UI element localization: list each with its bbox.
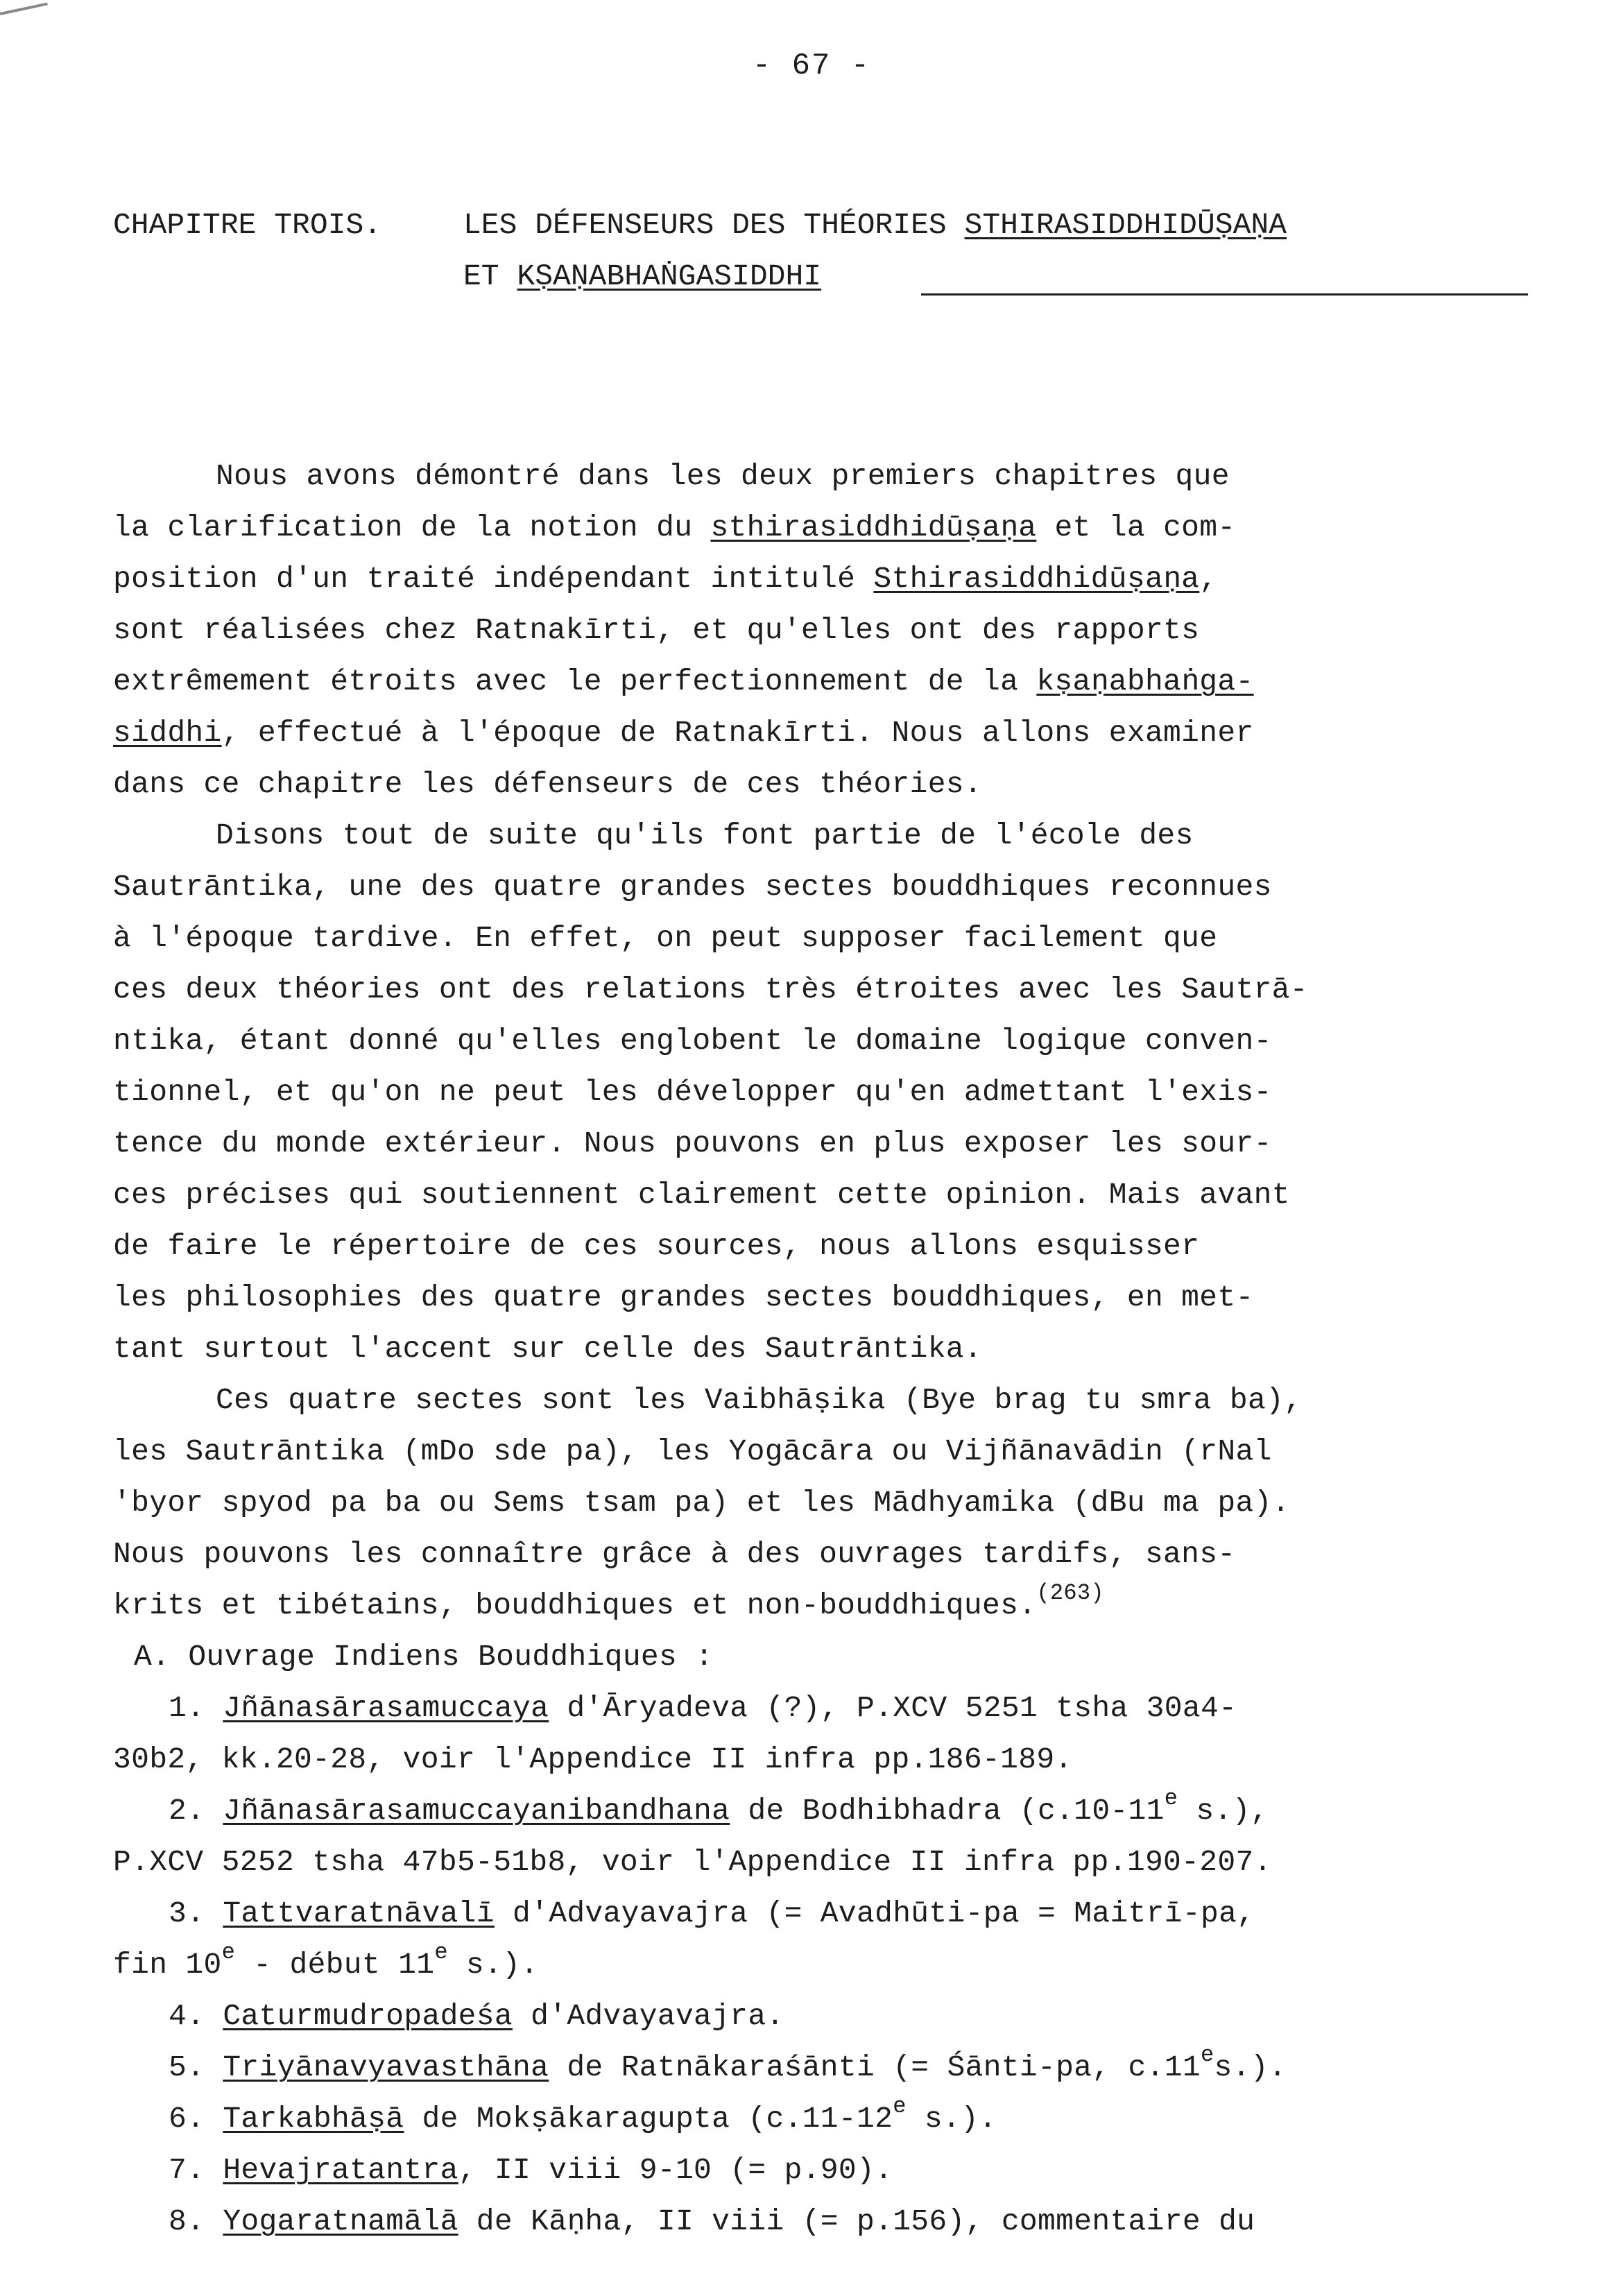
list-item — [113, 1785, 1466, 1837]
text-run: s.), — [1178, 1794, 1269, 1828]
text-run: position d'un traité indépendant intitulé — [113, 562, 874, 596]
text-run: de Bodhibhadra (c.10-11 — [730, 1794, 1165, 1828]
text-run: s.). — [447, 1948, 539, 1982]
item-title: Jñānasārasamuccayanibandhana — [223, 1794, 730, 1828]
item-title: Triyānavyavasthāna — [223, 2050, 549, 2084]
paragraph-line: de faire le répertoire de ces sources, nous allons esquisser — [113, 1229, 1200, 1263]
list-item-continuation — [113, 1939, 1466, 1991]
item-number: 8. — [169, 2204, 205, 2238]
list-item — [113, 2042, 1466, 2093]
item-title: Hevajratantra — [223, 2153, 458, 2187]
text-run: de Ratnākaraśānti (= Śānti-pa, c.11 — [549, 2050, 1201, 2084]
item-title: Jñānasārasamuccaya — [223, 1691, 549, 1725]
text-run: krits et tibétains, bouddhiques et non-bouddhiques. — [113, 1588, 1037, 1622]
paragraph-line: ntika, étant donné qu'elles englobent le domaine logique conven- — [113, 1024, 1272, 1058]
list-item — [113, 2145, 1466, 2196]
text-run: d'Āryadeva (?), P.XCV 5251 tsha 30a4- — [549, 1691, 1237, 1725]
item-number: 6. — [169, 2102, 205, 2136]
chapter-label: CHAPITRE TROIS. — [113, 208, 382, 242]
paragraph-line: dans ce chapitre les défenseurs de ces théories. — [113, 767, 983, 801]
item-title: Tarkabhāṣā — [223, 2102, 404, 2136]
superscript: e — [221, 1939, 236, 1965]
text-run: et la com- — [1036, 511, 1236, 545]
paragraph-line: les philosophies des quatre grandes sectes bouddhiques, en met- — [113, 1280, 1254, 1314]
list-item — [113, 2196, 1466, 2247]
text-run: s.). — [906, 2102, 997, 2136]
text-run: , — [1199, 562, 1218, 596]
list-item — [113, 1888, 1466, 1939]
item-number: 7. — [169, 2153, 205, 2187]
text-run: de Mokṣākaragupta (c.11-12 — [404, 2102, 893, 2136]
heading-rule — [921, 293, 1528, 295]
term: kṣaṇabhaṅga- — [1036, 665, 1254, 699]
paragraph-line — [113, 708, 1466, 759]
scan-mark — [0, 2, 48, 15]
list-item-continuation: 30b2, kk.20-28, voir l'Appendice II infra pp.186-189. — [113, 1742, 1073, 1776]
paragraph-line: tant surtout l'accent sur celle des Sautrāntika. — [113, 1332, 983, 1366]
item-title: Caturmudropadeśa — [223, 1999, 513, 2033]
paragraph-line — [113, 502, 1466, 554]
text-run: fin 10 — [113, 1948, 222, 1982]
text-run: , effectué à l'époque de Ratnakīrti. Nous allons examiner — [221, 716, 1254, 750]
page-number: - 67 - — [752, 49, 871, 83]
paragraph-line: Nous avons démontré dans les deux premiers chapitres que — [216, 459, 1230, 493]
item-number: 4. — [169, 1999, 205, 2033]
list-item — [113, 1683, 1466, 1734]
superscript: e — [434, 1939, 448, 1965]
paragraph-line — [113, 1580, 1466, 1631]
paragraph-line: Nous pouvons les connaître grâce à des ouvrages tardifs, sans- — [113, 1537, 1236, 1571]
text-run: , II viii 9-10 (= p.90). — [458, 2153, 893, 2187]
paragraph-line: ces précises qui soutiennent clairement cette opinion. Mais avant — [113, 1178, 1290, 1212]
text-run: s.). — [1214, 2050, 1287, 2084]
text-run: - début 11 — [235, 1948, 435, 1982]
paragraph-line: les Sautrāntika (mDo sde pa), les Yogācāra ou Vijñānavādin (rNal — [113, 1434, 1272, 1468]
paragraph-line: ces deux théories ont des relations très étroites avec les Sautrā- — [113, 973, 1308, 1006]
chapter-title-line-1 — [463, 200, 1287, 251]
list-item — [113, 2093, 1466, 2145]
text-run: extrêmement étroits avec le perfectionnement de la — [113, 665, 1037, 699]
item-number: 5. — [169, 2050, 205, 2084]
chapter-title-term-1: STHIRASIDDHIDŪṢAṆA — [964, 208, 1287, 242]
paragraph-line: 'byor spyod pa ba ou Sems tsam pa) et les Mādhyamika (dBu ma pa). — [113, 1486, 1290, 1520]
paragraph-line — [113, 554, 1466, 605]
term: Sthirasiddhidūṣaṇa — [873, 562, 1200, 596]
paragraph-line: Ces quatre sectes sont les Vaibhāṣika (Bye brag tu smra ba), — [216, 1383, 1303, 1417]
term: sthirasiddhidūṣaṇa — [710, 511, 1037, 545]
paragraph-line: Disons tout de suite qu'ils font partie de l'école des — [216, 819, 1194, 853]
superscript: e — [1164, 1785, 1178, 1811]
section-heading: A. Ouvrage Indiens Bouddhiques : — [134, 1640, 714, 1674]
footnote-ref: (263) — [1036, 1579, 1104, 1606]
text-run: d'Advayavajra (= Avadhūti-pa = Maitrī-pa, — [494, 1896, 1255, 1930]
term: siddhi — [113, 716, 222, 750]
item-number: 2. — [169, 1794, 205, 1828]
paragraph-line: tionnel, et qu'on ne peut les développer qu'en admettant l'exis- — [113, 1075, 1272, 1109]
paragraph-line — [113, 656, 1466, 708]
item-title: Tattvaratnāvalī — [223, 1896, 495, 1930]
chapter-title-prefix: LES DÉFENSEURS DES THÉORIES — [463, 208, 947, 242]
list-item — [113, 1991, 1466, 2042]
paragraph-line: Sautrāntika, une des quatre grandes sectes bouddhiques reconnues — [113, 870, 1272, 904]
chapter-title-term-2: KṢAṆABHAṄGASIDDHI — [517, 259, 822, 293]
paragraph-line: à l'époque tardive. En effet, on peut supposer facilement que — [113, 921, 1218, 955]
item-number: 3. — [169, 1896, 205, 1930]
item-number: 1. — [169, 1691, 205, 1725]
text-run: de Kāṇha, II viii (= p.156), commentaire du — [458, 2204, 1255, 2238]
paragraph-line: sont réalisées chez Ratnakīrti, et qu'elles ont des rapports — [113, 613, 1200, 647]
superscript: e — [1200, 2041, 1214, 2068]
superscript: e — [893, 2093, 907, 2119]
list-item-continuation: P.XCV 5252 tsha 47b5-51b8, voir l'Appendice II infra pp.190-207. — [113, 1845, 1272, 1879]
body-text — [113, 451, 1466, 2247]
paragraph-line: tence du monde extérieur. Nous pouvons en plus exposer les sour- — [113, 1126, 1272, 1160]
text-run: la clarification de la notion du — [113, 511, 711, 545]
text-run: d'Advayavajra. — [513, 1999, 784, 2033]
chapter-title-and: ET — [463, 259, 499, 293]
chapter-title-line-2 — [463, 251, 821, 302]
item-title: Yogaratnamālā — [223, 2204, 458, 2238]
